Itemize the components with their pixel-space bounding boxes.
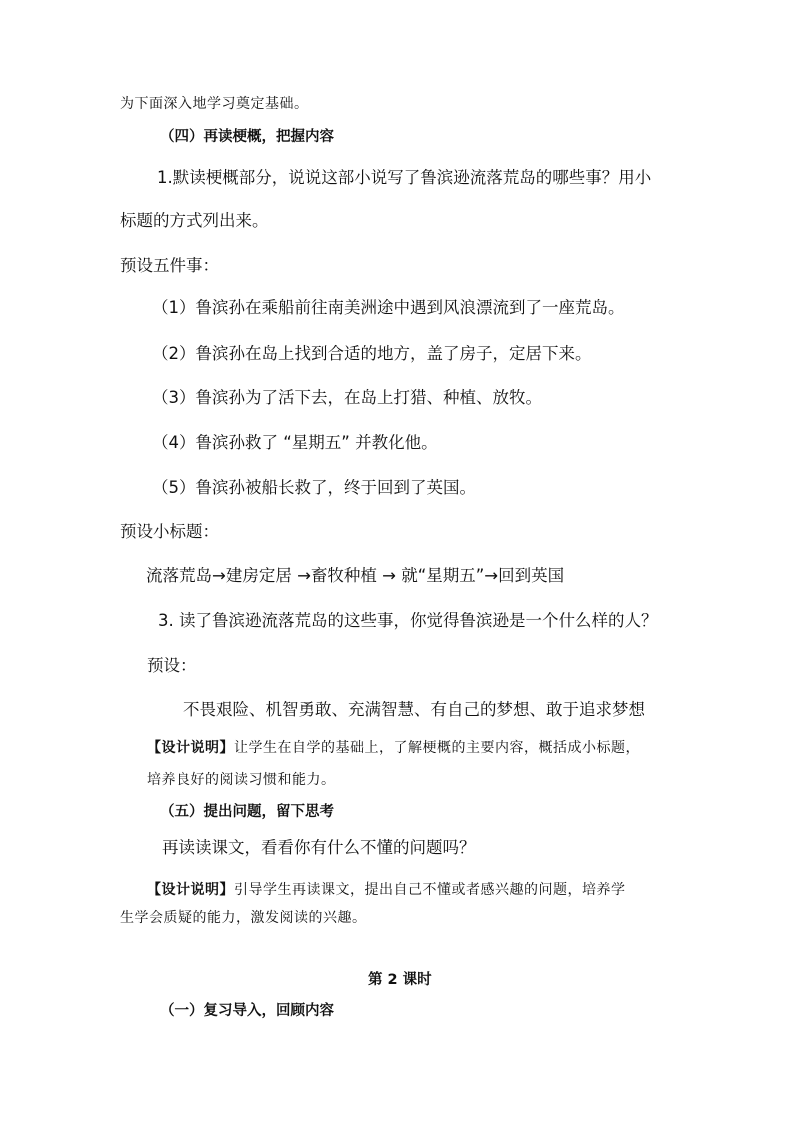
question-1-line-2: 标题的方式列出来。	[120, 211, 269, 230]
question-1-line-1: 1.默读梗概部分，说说这部小说写了鲁滨逊流落荒岛的哪些事？用小	[157, 168, 652, 187]
character-traits: 不畏艰险、机智勇敢、充满智慧、有自己的梦想、敢于追求梦想	[183, 700, 645, 719]
event-2: （2）鲁滨孙在岛上找到合适的地方，盖了房子，定居下来。	[152, 344, 592, 363]
design-note-label: 【设计说明】	[147, 740, 234, 756]
design-note-text: 让学生在自学的基础上，了解梗概的主要内容，概括成小标题，	[234, 740, 640, 756]
preset-five-events-label: 预设五件事：	[120, 256, 219, 275]
event-5: （5）鲁滨孙被船长救了，终于回到了英国。	[152, 478, 476, 497]
lesson-2-title: 第 2 课时	[368, 972, 432, 988]
subtitles-flow: 流落荒岛→建房定居 →畜牧种植 → 就“星期五”→回到英国	[146, 566, 565, 585]
event-4: （4）鲁滨孙救了 “星期五” 并教化他。	[152, 433, 438, 452]
preset-3-label: 预设：	[147, 656, 197, 675]
section-heading-reread-synopsis: （四）再读梗概，把握内容	[160, 129, 334, 145]
section-heading-review-intro: （一）复习导入，回顾内容	[160, 1003, 334, 1019]
design-note-1-line-2: 培养良好的阅读习惯和能力。	[147, 772, 336, 788]
design-note-2-line-1	[147, 883, 626, 897]
event-3: （3）鲁滨孙为了活下去，在岛上打猎、种植、放牧。	[152, 388, 542, 407]
design-note-label: 【设计说明】	[147, 882, 234, 898]
preset-subtitles-label: 预设小标题：	[120, 522, 219, 541]
reread-prompt: 再读读课文，看看你有什么不懂的问题吗？	[162, 838, 476, 857]
design-note-1-line-1	[147, 741, 640, 755]
event-1: （1）鲁滨孙在乘船前往南美洲途中遇到风浪漂流到了一座荒岛。	[152, 298, 625, 317]
design-note-text: 引导学生再读课文，提出自己不懂或者感兴趣的问题，培养学	[234, 882, 626, 898]
text-line-foundation: 为下面深入地学习奠定基础。	[120, 96, 309, 112]
question-3: 3. 读了鲁滨逊流落荒岛的这些事，你觉得鲁滨逊是一个什么样的人？	[158, 611, 658, 630]
section-heading-raise-questions: （五）提出问题，留下思考	[160, 804, 334, 820]
design-note-2-line-2: 生学会质疑的能力，激发阅读的兴趣。	[120, 910, 367, 926]
